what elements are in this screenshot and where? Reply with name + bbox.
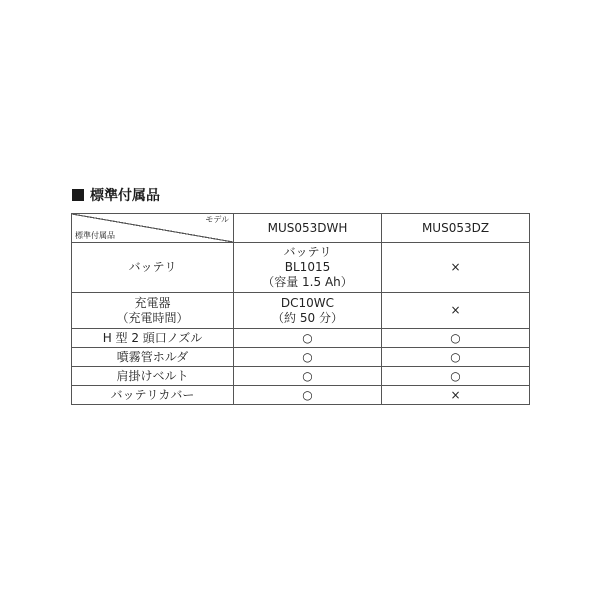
cell-mus053dz: × <box>382 293 530 329</box>
diagonal-header <box>72 214 233 242</box>
cell-mus053dz: ○ <box>382 367 530 386</box>
table-row <box>72 243 530 293</box>
row-label: 噴霧管ホルダ <box>72 348 234 367</box>
corner-label-accessories: 標準付属品 <box>75 231 115 240</box>
black-square-icon <box>72 189 84 201</box>
row-label: バッテリカバー <box>72 386 234 405</box>
cell-mus053dwh: バッテリ BL1015 （容量 1.5 Ah） <box>234 243 382 293</box>
section-title: 標準付属品 <box>90 188 160 204</box>
table-row <box>72 386 530 405</box>
accessories-table <box>71 213 530 405</box>
cell-mus053dz: × <box>382 243 530 293</box>
cell-mus053dwh: ○ <box>234 329 382 348</box>
cell-mus053dwh: ○ <box>234 348 382 367</box>
corner-cell <box>72 214 234 243</box>
row-label: 肩掛けベルト <box>72 367 234 386</box>
column-header-mus053dwh: MUS053DWH <box>234 214 382 243</box>
column-header-mus053dz: MUS053DZ <box>382 214 530 243</box>
table-row <box>72 293 530 329</box>
table-row <box>72 329 530 348</box>
cell-mus053dz: ○ <box>382 348 530 367</box>
section-heading <box>72 185 160 205</box>
corner-label-model: モデル <box>205 215 229 224</box>
table-row <box>72 348 530 367</box>
row-label: 充電器 （充電時間） <box>72 293 234 329</box>
table-row <box>72 367 530 386</box>
header-row <box>72 214 530 243</box>
cell-mus053dz: ○ <box>382 329 530 348</box>
row-label: バッテリ <box>72 243 234 293</box>
cell-mus053dz: × <box>382 386 530 405</box>
cell-mus053dwh: ○ <box>234 367 382 386</box>
cell-mus053dwh: ○ <box>234 386 382 405</box>
row-label: H 型 2 頭口ノズル <box>72 329 234 348</box>
cell-mus053dwh: DC10WC （約 50 分） <box>234 293 382 329</box>
